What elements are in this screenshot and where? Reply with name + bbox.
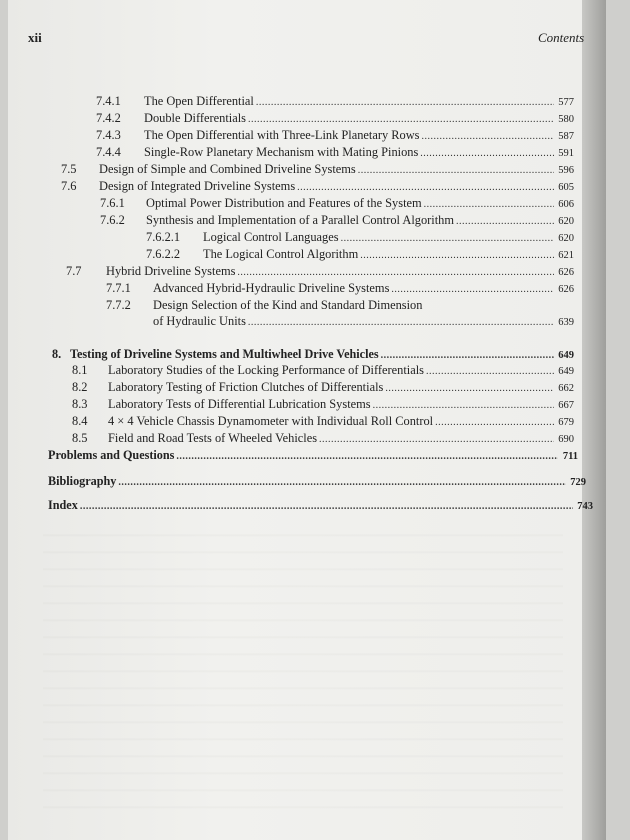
leader-dots (435, 415, 554, 431)
toc-number: 7.7 (66, 264, 82, 278)
toc-title: Design of Simple and Combined Driveline Systems (99, 162, 356, 176)
toc-number: 7.6.2.1 (146, 230, 181, 244)
toc-number: 8.5 (72, 431, 88, 445)
toc-entry (106, 297, 574, 313)
toc-page: 729 (570, 477, 586, 488)
toc-title: Problems and Questions (48, 448, 175, 462)
bleed-through (43, 520, 563, 820)
toc-entry (146, 246, 574, 264)
toc-number: 7.6 (61, 179, 77, 193)
leader-dots (248, 112, 554, 128)
leader-dots (360, 248, 554, 264)
toc-page: 591 (558, 148, 574, 159)
toc-number: 7.6.2.2 (146, 247, 181, 261)
toc-number: 8.3 (72, 397, 88, 411)
toc-title: Laboratory Tests of Differential Lubrication Systems (108, 397, 371, 411)
toc-number: 7.4.4 (96, 145, 121, 159)
leader-dots (426, 364, 554, 380)
toc-title: Testing of Driveline Systems and Multiwheel Drive Vehicles (70, 347, 379, 361)
toc-entry (96, 127, 574, 145)
toc-title: Design of Integrated Driveline Systems (99, 179, 296, 193)
toc-entry (61, 178, 574, 196)
toc-title: Synthesis and Implementation of a Parallel Control Algorithm (146, 213, 454, 227)
toc-number: 8.4 (72, 414, 88, 428)
toc-title: Double Differentials (144, 111, 246, 125)
toc-number: 7.4.3 (96, 128, 121, 142)
toc-title: Index (48, 498, 78, 512)
toc-number: 7.5 (61, 162, 77, 176)
toc-title: Design Selection of the Kind and Standard Dimension (153, 298, 423, 312)
running-head-title: Contents (538, 30, 585, 45)
leader-dots (319, 432, 554, 448)
leader-dots (391, 282, 554, 298)
leader-dots (420, 146, 554, 162)
toc-title: Laboratory Testing of Friction Clutches of Differentials (108, 380, 384, 394)
toc-title: Optimal Power Distribution and Features of the System (146, 196, 422, 210)
toc-page: 626 (558, 284, 574, 295)
toc-entry (61, 161, 574, 179)
page-number-label: xii (28, 30, 42, 45)
toc-number: 7.4.1 (96, 94, 121, 108)
toc-entry (72, 413, 574, 431)
toc-title: Hybrid Driveline Systems (106, 264, 236, 278)
toc-number: 8.2 (72, 380, 88, 394)
toc-entry (96, 93, 574, 111)
toc-page: 649 (558, 366, 574, 377)
toc-entry (72, 430, 574, 448)
leader-dots (118, 475, 566, 491)
leader-dots (176, 449, 558, 465)
toc-page: 690 (558, 434, 574, 445)
toc-title: The Open Differential with Three-Link Planetary Rows (144, 128, 420, 142)
toc-page: 606 (558, 199, 574, 210)
toc-entry (72, 379, 574, 397)
toc-backmatter-entry (48, 497, 593, 515)
toc-number: 8. (52, 347, 62, 361)
toc-page: 639 (558, 317, 574, 328)
toc-title: Advanced Hybrid-Hydraulic Driveline Systems (153, 281, 390, 295)
toc-entry (72, 362, 574, 380)
leader-dots (297, 180, 554, 196)
leader-dots (385, 381, 554, 397)
toc-title: 4 × 4 Vehicle Chassis Dynamometer with Individual Roll Control (108, 414, 434, 428)
toc-title: Field and Road Tests of Wheeled Vehicles (108, 431, 318, 445)
toc-page: 620 (558, 216, 574, 227)
toc-title: Bibliography (48, 474, 117, 488)
toc-page: 587 (558, 131, 574, 142)
toc-page: 605 (558, 182, 574, 193)
leader-dots (373, 398, 554, 414)
toc-entry (96, 110, 574, 128)
toc-number: 7.4.2 (96, 111, 121, 125)
toc-title: of Hydraulic Units (153, 314, 246, 328)
toc-entry-continuation (153, 313, 574, 331)
toc-page: 743 (577, 501, 593, 512)
toc-page: 662 (558, 383, 574, 394)
leader-dots (456, 214, 554, 230)
toc-entry (100, 195, 574, 213)
toc-backmatter-entry (48, 473, 586, 491)
toc-page: 649 (558, 350, 574, 361)
toc-title: Laboratory Studies of the Locking Performance of Differentials (108, 363, 424, 377)
toc-page: 621 (558, 250, 574, 261)
toc-title: The Logical Control Algorithm (203, 247, 359, 261)
toc-number: 8.1 (72, 363, 88, 377)
toc-number: 7.6.1 (100, 196, 125, 210)
toc-number: 7.6.2 (100, 213, 125, 227)
toc-page: 711 (562, 451, 578, 462)
toc-page: 620 (558, 233, 574, 244)
toc-entry (96, 144, 574, 162)
toc-entry (72, 396, 574, 414)
toc-entry (106, 280, 574, 298)
toc-page: 596 (558, 165, 574, 176)
leader-dots (424, 197, 554, 213)
toc-number: 7.7.1 (106, 281, 131, 295)
toc-backmatter-entry (48, 447, 578, 465)
toc-page: 667 (558, 400, 574, 411)
page-edge (582, 0, 606, 840)
leader-dots (237, 265, 554, 281)
toc-title: The Open Differential (144, 94, 254, 108)
leader-dots (256, 95, 554, 111)
toc-page: 679 (558, 417, 574, 428)
leader-dots (248, 315, 554, 331)
toc-page: 577 (558, 97, 574, 108)
leader-dots (358, 163, 554, 179)
toc-number: 7.7.2 (106, 298, 131, 312)
leader-dots (80, 499, 573, 515)
toc-entry (146, 229, 574, 247)
toc-title: Single-Row Planetary Mechanism with Mating Pinions (144, 145, 419, 159)
leader-dots (422, 129, 555, 145)
toc-entry (66, 263, 574, 281)
toc-page: 580 (558, 114, 574, 125)
toc-page: 626 (558, 267, 574, 278)
book-page (8, 0, 606, 840)
toc-title: Logical Control Languages (203, 230, 339, 244)
toc-entry (100, 212, 574, 230)
leader-dots (341, 231, 554, 247)
